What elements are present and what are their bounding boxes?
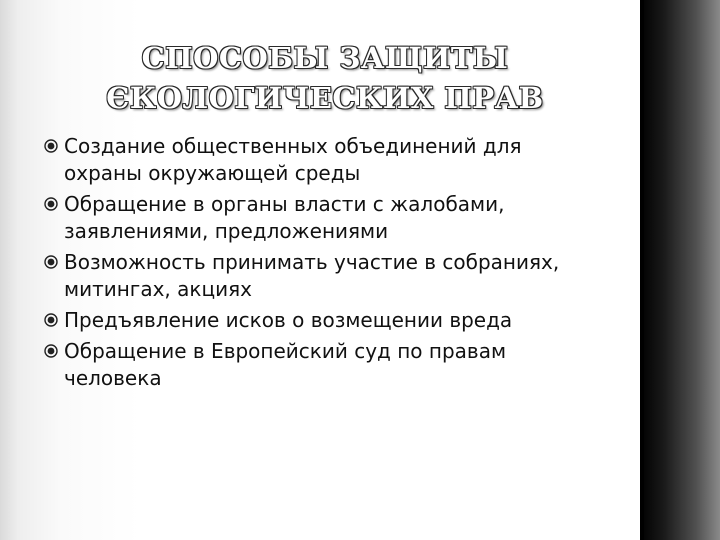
slide-title [80,38,570,118]
circled-bullet-icon [44,255,58,269]
bullet-text: Обращение в Европейский суд по правам человека [64,339,507,390]
circled-bullet-icon [44,344,58,358]
bullet-text: Возможность принимать участие в собраниях, митингах, акциях [64,250,560,301]
circled-bullet-icon [44,139,58,153]
bullet-list [44,133,604,396]
bullet-text: Обращение в органы власти с жалобами, заявлениями, предложениями [64,192,505,243]
bullet-item [44,249,604,303]
bullet-item [44,338,604,392]
circled-bullet-icon [44,197,58,211]
slide-title-line-2: ЄКОЛОГИЧЕСКИХ ПРАВ [106,81,544,115]
bullet-text: Создание общественных объединений для охраны окружающей среды [64,134,522,185]
slide-title-line-1: СПОСОБЫ ЗАЩИТЫ [141,41,509,75]
circled-bullet-icon [44,313,58,327]
bullet-item [44,307,604,334]
bullet-text: Предъявление исков о возмещении вреда [64,308,513,332]
decorative-side-bar [640,0,720,540]
bullet-item [44,133,604,187]
bullet-item [44,191,604,245]
